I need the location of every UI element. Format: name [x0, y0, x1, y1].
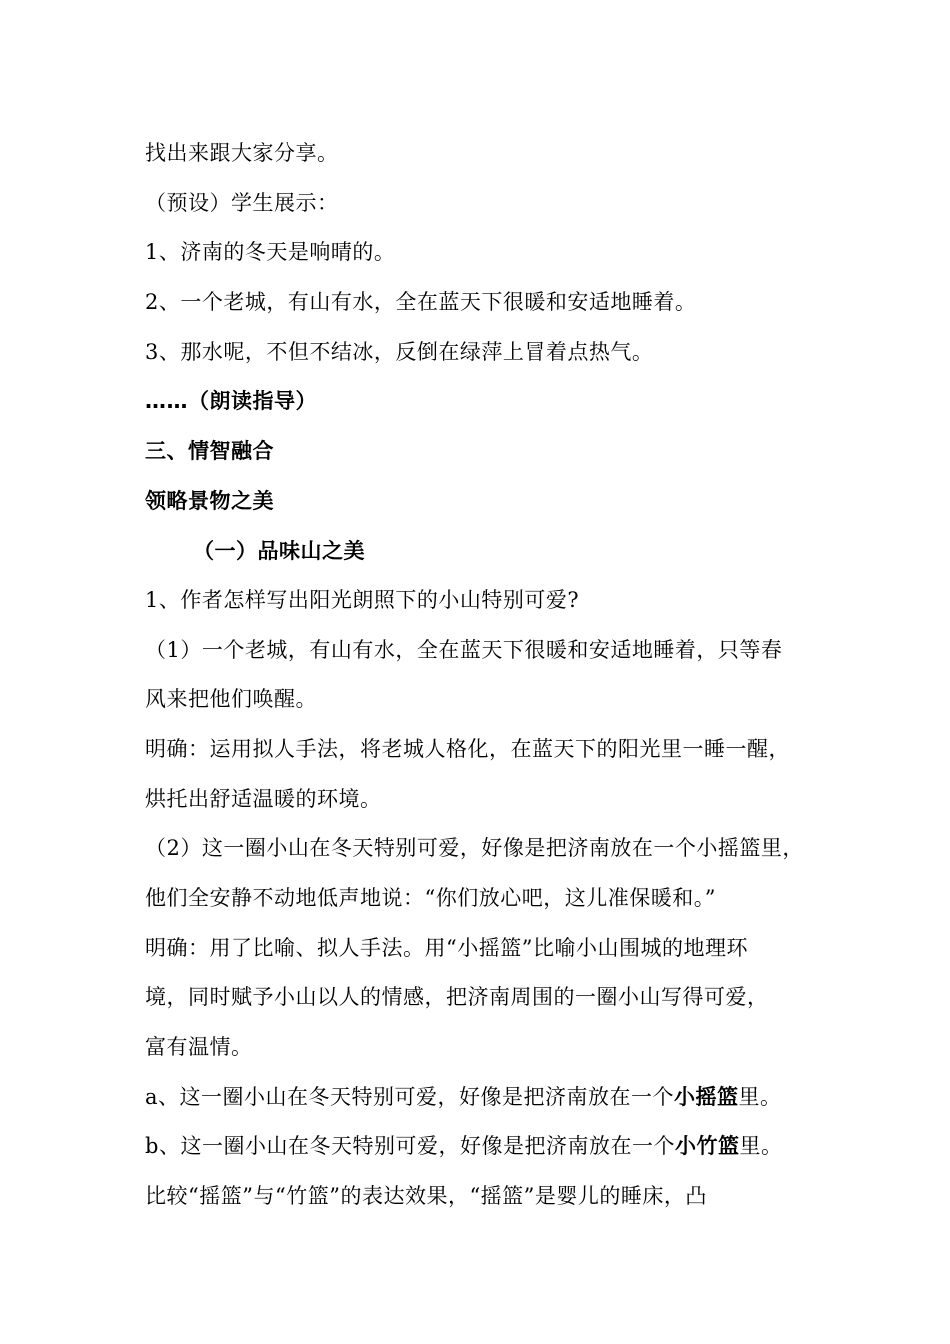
comparison-line-b: b、这一圈小山在冬天特别可爱，好像是把济南放在一个小竹篮里。: [145, 1134, 783, 1158]
paragraph-line: 比较“摇篮”与“竹篮”的表达效果，“摇篮”是婴儿的睡床，凸: [145, 1184, 707, 1208]
paragraph-line: 烘托出舒适温暖的环境。: [145, 787, 382, 811]
paragraph-line: 富有温情。: [145, 1035, 253, 1059]
comparison-line-a: a、这一圈小山在冬天特别可爱，好像是把济南放在一个小摇篮里。: [145, 1085, 782, 1109]
paragraph-line: 找出来跟大家分享。: [145, 141, 339, 165]
paragraph-line: 1、济南的冬天是响晴的。: [145, 240, 396, 264]
paragraph-line: （2）这一圈小山在冬天特别可爱，好像是把济南放在一个小摇篮里，: [145, 836, 804, 860]
emphasis-text: 小摇篮: [674, 1085, 739, 1109]
paragraph-line: 境，同时赋予小山以人的情感，把济南周围的一圈小山写得可爱，: [145, 985, 769, 1009]
paragraph-line: 风来把他们唤醒。: [145, 687, 317, 711]
paragraph-line: 3、那水呢，不但不结冰，反倒在绿萍上冒着点热气。: [145, 340, 654, 364]
section-heading: 三、情智融合: [145, 439, 274, 463]
question-line: 1、作者怎样写出阳光朗照下的小山特别可爱?: [145, 588, 580, 612]
paragraph-line: （预设）学生展示：: [145, 191, 339, 215]
paragraph-line: 2、一个老城，有山有水，全在蓝天下很暖和安适地睡着。: [145, 290, 697, 314]
subsection-title: （一）品味山之美: [193, 539, 365, 563]
paragraph-line: 明确：用了比喻、拟人手法。用“小摇篮”比喻小山围城的地理环: [145, 936, 748, 960]
emphasis-text: 小竹篮: [674, 1134, 740, 1158]
section-note: ……（朗读指导）: [145, 389, 317, 413]
subsection-heading: 领略景物之美: [145, 489, 274, 513]
paragraph-line: 明确：运用拟人手法，将老城人格化，在蓝天下的阳光里一睡一醒，: [145, 737, 790, 761]
paragraph-line: （1）一个老城，有山有水，全在蓝天下很暖和安适地睡着，只等春: [145, 638, 783, 662]
paragraph-line: 他们全安静不动地低声地说：“你们放心吧，这儿准保暖和。”: [145, 886, 716, 910]
